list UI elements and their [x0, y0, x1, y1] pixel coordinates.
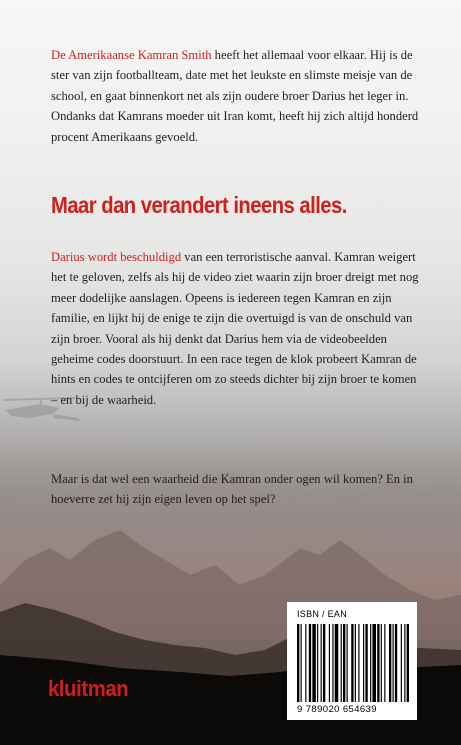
- intro-lead-highlight: De Amerikaanse Kamran Smith: [51, 48, 212, 62]
- barcode-bar: [312, 624, 316, 702]
- barcode-bar: [351, 624, 353, 702]
- barcode-bar: [301, 624, 302, 702]
- barcode-bar: [372, 624, 376, 702]
- barcode-bar: [392, 624, 393, 702]
- plot-lead-highlight: Darius wordt beschuldigd: [51, 250, 182, 264]
- closing-paragraph: Maar is dat wel een waarheid die Kamran onder ogen wil komen? En in hoeverre zet hij zijn eigen leven op het spel?: [51, 472, 413, 507]
- barcode-bar: [395, 624, 397, 702]
- barcode-bar: [384, 624, 385, 702]
- barcode-bar: [363, 624, 364, 702]
- isbn-digits: 9 789020 654639: [297, 704, 377, 715]
- isbn-label: ISBN / EAN: [297, 609, 348, 619]
- barcode-bar: [377, 624, 379, 702]
- plot-paragraph-text: van een terroristische aanval. Kamran weigert het te geloven, zelfs als hij de video ziet waarin zijn broer dreigt met nog meer dodelijke aanslagen. Opeens is iedereen tegen Kamran en zijn familie, en lijkt hij de enige te zijn die overtuigd is van de onschuld van zijn broer. Vooral als hij denkt dat Darius hem via de videobeelden geheime codes doorstuurt. In een race tegen de klok probeert Kamran de hints en codes te ontcijferen om zo steeds dichter bij zijn broer te komen – en bij de waarheid.: [51, 250, 419, 407]
- plot-paragraph: [51, 247, 421, 410]
- headline: Maar dan verandert ineens alles.: [51, 192, 347, 218]
- barcode-bars: [297, 624, 409, 702]
- intro-paragraph: [51, 45, 421, 147]
- barcode-bar: [297, 624, 299, 702]
- barcode-bar: [332, 624, 333, 702]
- barcode-bar: [407, 624, 409, 702]
- barcode-bar: [321, 624, 322, 702]
- barcode-bar: [365, 624, 367, 702]
- intro-paragraph-text: heeft het allemaal voor elkaar. Hij is de ster van zijn footballteam, date met het leukste en slimste meisje van de school, en gaat binnenkort net als zijn oudere broer Darius het leger in. Ondanks dat Kamrans moeder uit Iran komt, heeft hij zich altijd honderd procent Amerikaans gevoeld.: [51, 48, 419, 144]
- barcode-bar: [347, 624, 348, 702]
- barcode-bar: [381, 624, 382, 702]
- barcode-bar: [355, 624, 356, 702]
- barcode-bar: [309, 624, 311, 702]
- barcode-bar: [343, 624, 345, 702]
- barcode-bar: [358, 624, 359, 702]
- barcode-bar: [404, 624, 405, 702]
- barcode-bar: [323, 624, 325, 702]
- barcode-bar: [341, 624, 342, 702]
- barcode-bar: [335, 624, 339, 702]
- barcode-bar: [370, 624, 371, 702]
- barcode-bar: [317, 624, 318, 702]
- publisher-logo: kluitman: [48, 676, 129, 701]
- barcode-bar: [389, 624, 391, 702]
- barcode-panel: [287, 602, 417, 720]
- barcode-bar: [401, 624, 402, 702]
- barcode-bar: [329, 624, 330, 702]
- barcode-bar: [305, 624, 306, 702]
